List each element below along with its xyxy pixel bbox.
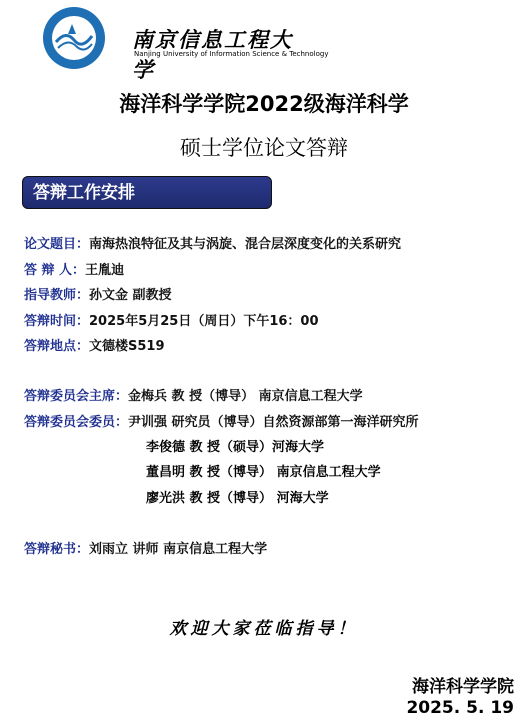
location-row bbox=[24, 335, 165, 354]
defender-label: 答 辩 人： bbox=[24, 263, 86, 278]
secretary-value: 刘雨立 讲师 南京信息工程大学 bbox=[89, 542, 268, 557]
advisor-row bbox=[24, 284, 172, 303]
footer-organization: 海洋科学学院 bbox=[412, 677, 514, 697]
chair-value: 金梅兵 教 授（博导） 南京信息工程大学 bbox=[128, 389, 363, 404]
chair-label: 答辩委员会主席： bbox=[24, 389, 129, 404]
university-header bbox=[42, 6, 329, 82]
page-title: 海洋科学学院2022级海洋科学 bbox=[119, 92, 409, 116]
defender-value: 王胤迪 bbox=[85, 263, 125, 278]
members-label: 答辩委员会委员： bbox=[24, 415, 129, 430]
university-seal-icon bbox=[42, 6, 106, 70]
members-row bbox=[24, 411, 419, 430]
time-row bbox=[24, 310, 319, 329]
advisor-label: 指导教师： bbox=[24, 288, 90, 303]
section-banner: 答辩工作安排 bbox=[22, 176, 272, 209]
time-label: 答辩时间： bbox=[24, 314, 90, 329]
university-name-logo: 南京信息工程大学 bbox=[132, 27, 293, 82]
defender-row bbox=[24, 259, 124, 278]
welcome-message: 欢迎大家莅临指导！ bbox=[169, 619, 359, 639]
thesis-title-label: 论文题目： bbox=[24, 237, 90, 252]
footer-date: 2025. 5. 19 bbox=[406, 698, 514, 718]
university-english-name: Nanjing University of Information Science & Technology bbox=[134, 50, 329, 58]
advisor-value: 孙文金 副教授 bbox=[89, 288, 172, 303]
committee-member: 李俊德 教 授（硕导）河海大学 bbox=[146, 440, 325, 455]
thesis-title-value: 南海热浪特征及其与涡旋、混合层深度变化的关系研究 bbox=[89, 237, 402, 252]
secretary-label: 答辩秘书： bbox=[24, 542, 90, 557]
thesis-title-row bbox=[24, 233, 401, 252]
location-label: 答辩地点： bbox=[24, 339, 90, 354]
committee-member: 廖光洪 教 授（博导） 河海大学 bbox=[146, 491, 329, 506]
committee-member: 尹训强 研究员（博导）自然资源部第一海洋研究所 bbox=[128, 415, 419, 430]
secretary-row bbox=[24, 538, 267, 557]
page-subtitle: 硕士学位论文答辩 bbox=[180, 136, 348, 160]
time-value: 2025年5月25日（周日）下午16：00 bbox=[89, 314, 319, 329]
location-value: 文德楼S519 bbox=[89, 339, 165, 354]
committee-member: 董昌明 教 授（博导） 南京信息工程大学 bbox=[146, 465, 381, 480]
chair-row bbox=[24, 385, 363, 404]
